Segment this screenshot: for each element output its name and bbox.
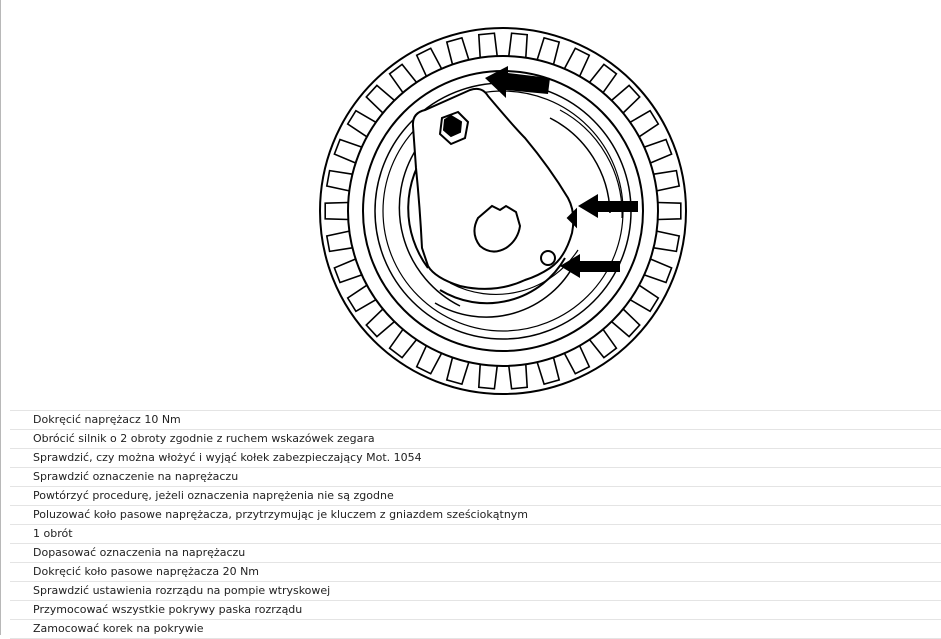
step-row: Sprawdzić ustawienia rozrządu na pompie wtryskowej (10, 582, 941, 601)
pulley-tooth (327, 231, 353, 251)
pulley-tooth (590, 64, 617, 92)
step-row: Poluzować koło pasowe naprężacza, przytrzymując je kluczem z gniazdem sześciokątnym (10, 506, 941, 525)
step-row: Sprawdzić oznaczenie na naprężaczu (10, 468, 941, 487)
page-left-border (0, 0, 1, 635)
step-row: Dopasować oznaczenia na naprężaczu (10, 544, 941, 563)
step-row: Zamocować korek na pokrywie (10, 620, 941, 639)
pulley-tooth (390, 329, 417, 357)
pulley-tooth (366, 309, 394, 337)
step-row: Sprawdzić, czy można włożyć i wyjąć kołek zabezpieczający Mot. 1054 (10, 449, 941, 468)
pulley-tooth (612, 85, 640, 113)
step-row: Obrócić silnik o 2 obroty zgodnie z ruchem wskazówek zegara (10, 430, 941, 449)
pulley-tooth (390, 64, 417, 92)
pulley-tooth (630, 111, 658, 137)
pulley-tooth (479, 364, 497, 389)
pulley-tooth (348, 111, 376, 137)
pulley-tooth (630, 285, 658, 311)
pulley-tooth (612, 309, 640, 337)
pulley-tooth (348, 285, 376, 311)
pulley-tooth (327, 171, 353, 191)
pulley-tooth (417, 48, 442, 76)
pulley-tooth (479, 33, 497, 58)
pulley-tooth (325, 203, 348, 220)
step-row: Dokręcić koło pasowe naprężacza 20 Nm (10, 563, 941, 582)
pulley-tooth (658, 203, 681, 220)
step-row: Przymocować wszystkie pokrywy paska rozrządu (10, 601, 941, 620)
pulley-tooth (654, 171, 680, 191)
pulley-tooth (564, 48, 589, 76)
step-row: 1 obrót (10, 525, 941, 544)
pulley-tooth (590, 329, 617, 357)
pulley-tooth (509, 364, 527, 389)
pulley-tooth (564, 346, 589, 374)
pulley-tooth (509, 33, 527, 58)
pulley-tooth (366, 85, 394, 113)
procedure-steps (10, 410, 941, 639)
pulley-tooth (654, 231, 680, 251)
pulley-tooth (417, 346, 442, 374)
step-row: Powtórzyć procedurę, jeżeli oznaczenia naprężenia nie są zgodne (10, 487, 941, 506)
tensioner-diagram (310, 18, 696, 404)
step-row: Dokręcić naprężacz 10 Nm (10, 410, 941, 430)
